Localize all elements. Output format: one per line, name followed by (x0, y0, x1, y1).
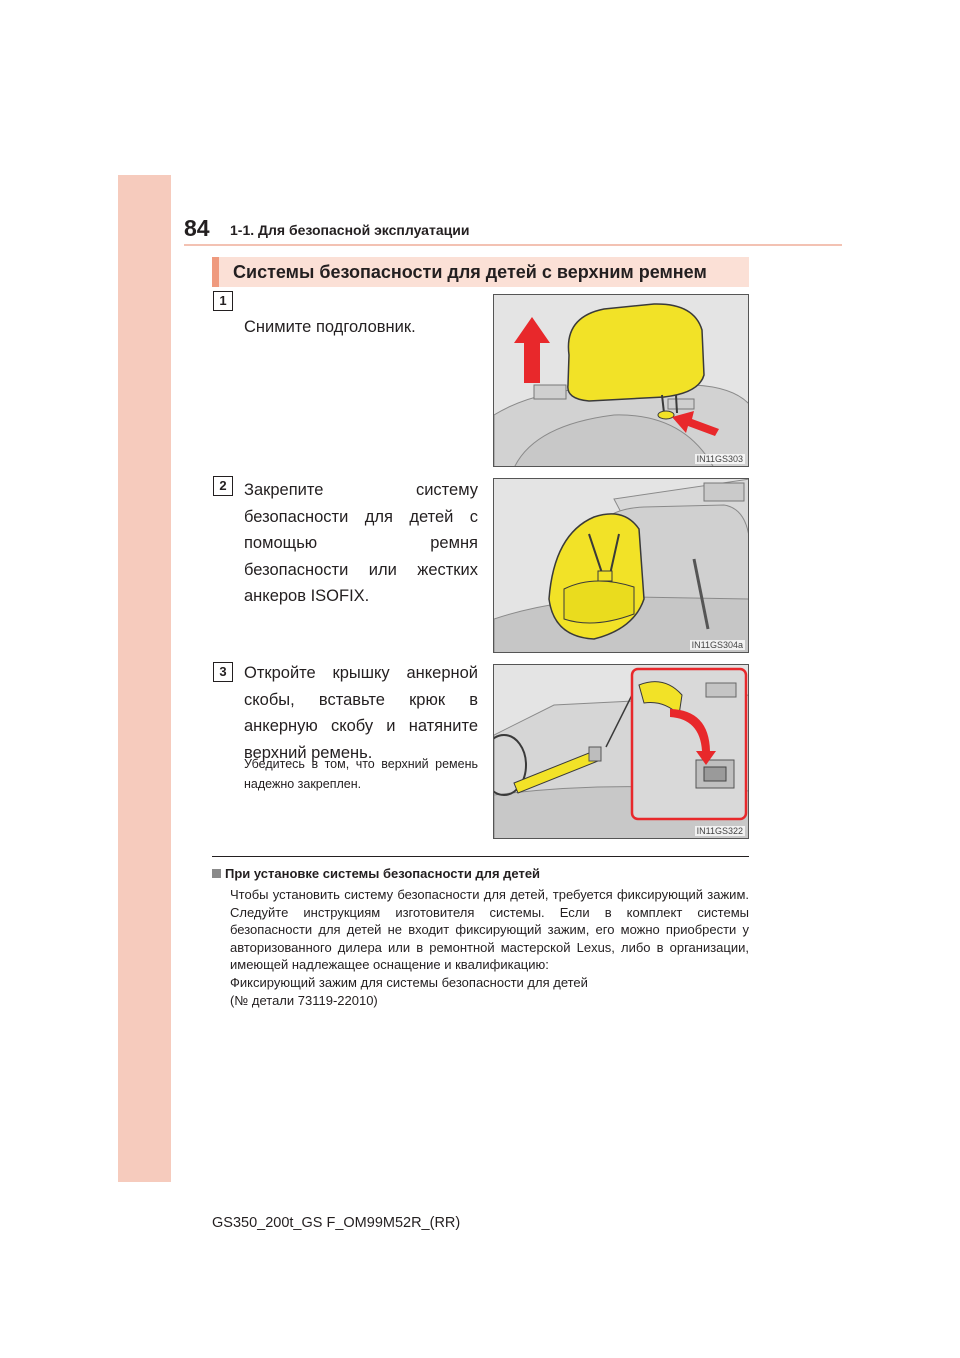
headrest-removal-illustration (493, 294, 749, 467)
image-code: IN11GS303 (696, 454, 743, 464)
side-tab-band (118, 175, 171, 1182)
note-part-line-2: (№ детали 73119-22010) (230, 993, 378, 1008)
note-part-line-1: Фиксирующий зажим для системы безопасности для детей (230, 975, 588, 990)
image-code: IN11GS322 (696, 826, 743, 836)
section-title: Системы безопасности для детей с верхним ремнем (233, 262, 707, 282)
note-heading-text: При установке системы безопасности для детей (225, 866, 541, 881)
tether-anchor-illustration (493, 664, 749, 839)
chapter-title: 1-1. Для безопасной эксплуатации (230, 222, 470, 238)
step-3-note: Убедитесь в том, что верхний ремень надежно закреплен. (244, 757, 478, 791)
note-divider (212, 856, 749, 857)
header-divider (184, 244, 842, 246)
step-1-text: Снимите подголовник. (244, 318, 416, 336)
square-bullet-icon (212, 869, 221, 878)
step-1-badge: 1 (213, 291, 233, 311)
step-3-text: Откройте крышку анкерной скобы, вставьте крюк в анкерную скобу и натяните верхний ремень. (244, 664, 478, 762)
step-3-badge: 3 (213, 662, 233, 682)
child-seat-installation-illustration (493, 478, 749, 653)
step-2-text: Закрепите систему безопасности для детей с помощью ремня безопасности или жестких анкеров ISOFIX. (244, 481, 478, 605)
note-paragraph: Чтобы установить систему безопасности для детей, требуется фиксирующий зажим. Следуйте инструкциям изготовителя системы. Если в комплект системы безопасности для детей не входит фиксирующий зажим, его можно приобрести у авторизованного дилера или в ремонтной мастерской Lexus, либо в организации, имеющей надлежащее оснащение и квалификацию: (230, 887, 749, 973)
section-banner (212, 257, 749, 287)
page-number: 84 (184, 215, 210, 241)
document-id: GS350_200t_GS F_OM99M52R_(RR) (212, 1215, 461, 1231)
step-2-badge: 2 (213, 476, 233, 496)
image-code: IN11GS304a (691, 640, 743, 650)
note-heading (212, 866, 540, 881)
